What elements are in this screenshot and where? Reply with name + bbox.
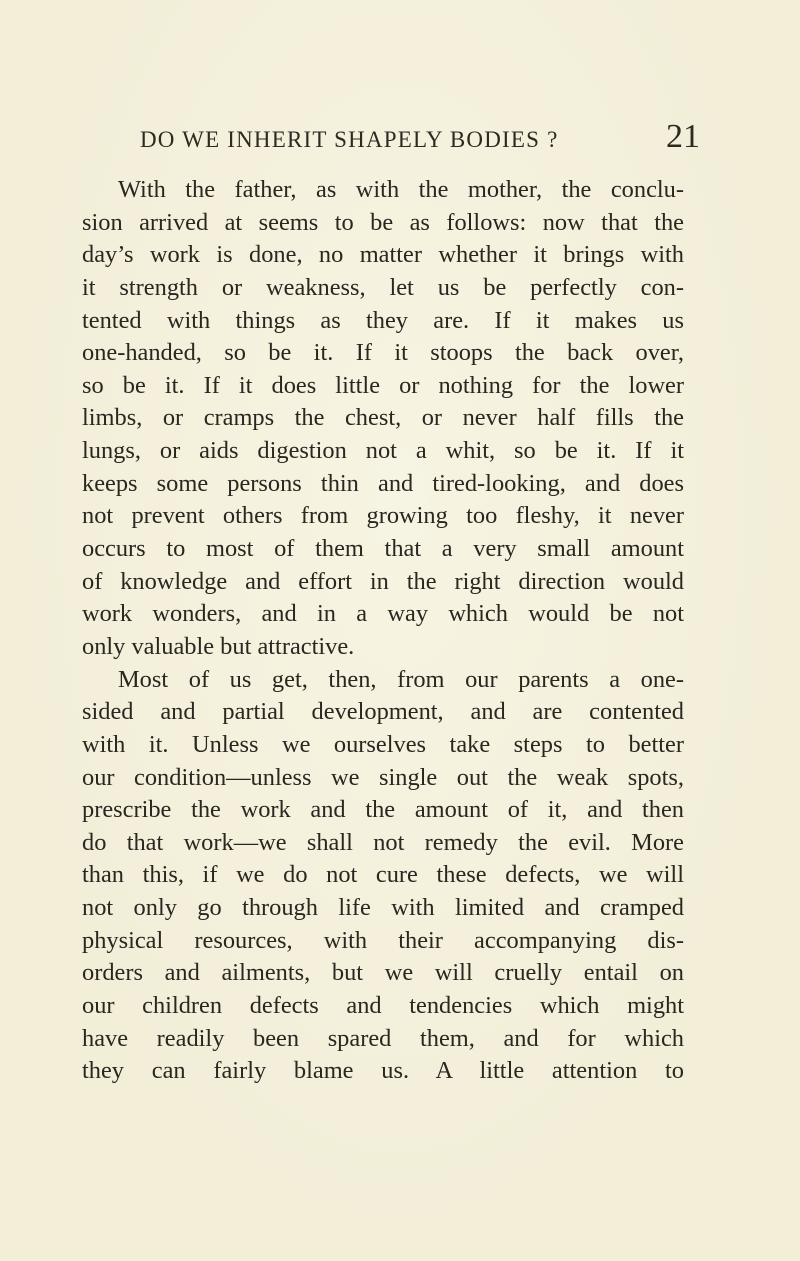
text-line: limbs, or cramps the chest, or never half fills the xyxy=(82,404,684,432)
text-line: keeps some persons thin and tired-looking, and does xyxy=(82,469,684,497)
text-line: tented with things as they are. If it makes us xyxy=(82,306,684,334)
text-line: sion arrived at seems to be as follows: now that the xyxy=(82,208,684,236)
page-number: 21 xyxy=(666,118,700,155)
text-line: not only go through life with limited and cramped xyxy=(82,894,684,922)
text-line: prescribe the work and the amount of it, and then xyxy=(82,796,684,824)
text-line: day’s work is done, no matter whether it brings with xyxy=(82,241,684,269)
text-line: occurs to most of them that a very small amount xyxy=(82,535,684,563)
text-line: it strength or weakness, let us be perfectly con- xyxy=(82,273,684,301)
text-line: lungs, or aids digestion not a whit, so be it. If it xyxy=(82,437,684,465)
text-line: not prevent others from growing too fleshy, it never xyxy=(82,502,684,530)
text-line: do that work—we shall not remedy the evil. More xyxy=(82,828,684,856)
body-text xyxy=(82,174,684,1088)
text-line: one-handed, so be it. If it stoops the back over, xyxy=(82,339,684,367)
text-line: our children defects and tendencies which might xyxy=(82,992,684,1020)
text-line: with it. Unless we ourselves take steps to better xyxy=(82,730,684,758)
text-line: they can fairly blame us. A little attention to xyxy=(82,1057,684,1085)
text-line: Most of us get, then, from our parents a one- xyxy=(118,665,684,693)
text-line: so be it. If it does little or nothing for the lower xyxy=(82,371,684,399)
text-line: of knowledge and effort in the right direction would xyxy=(82,567,684,595)
text-line: only valuable but attractive. xyxy=(82,632,355,660)
running-title: DO WE INHERIT SHAPELY BODIES ? xyxy=(140,127,559,152)
text-line: sided and partial development, and are contented xyxy=(82,698,684,726)
text-line: With the father, as with the mother, the conclu- xyxy=(118,176,684,203)
text-line: than this, if we do not cure these defects, we will xyxy=(82,861,684,889)
running-head xyxy=(140,120,700,160)
text-line: have readily been spared them, and for which xyxy=(82,1024,684,1052)
text-line: orders and ailments, but we will cruelly entail on xyxy=(82,959,684,987)
text-line: work wonders, and in a way which would be not xyxy=(82,600,684,628)
text-line: our condition—unless we single out the weak spots, xyxy=(82,763,684,791)
text-line: physical resources, with their accompanying dis- xyxy=(82,926,684,954)
